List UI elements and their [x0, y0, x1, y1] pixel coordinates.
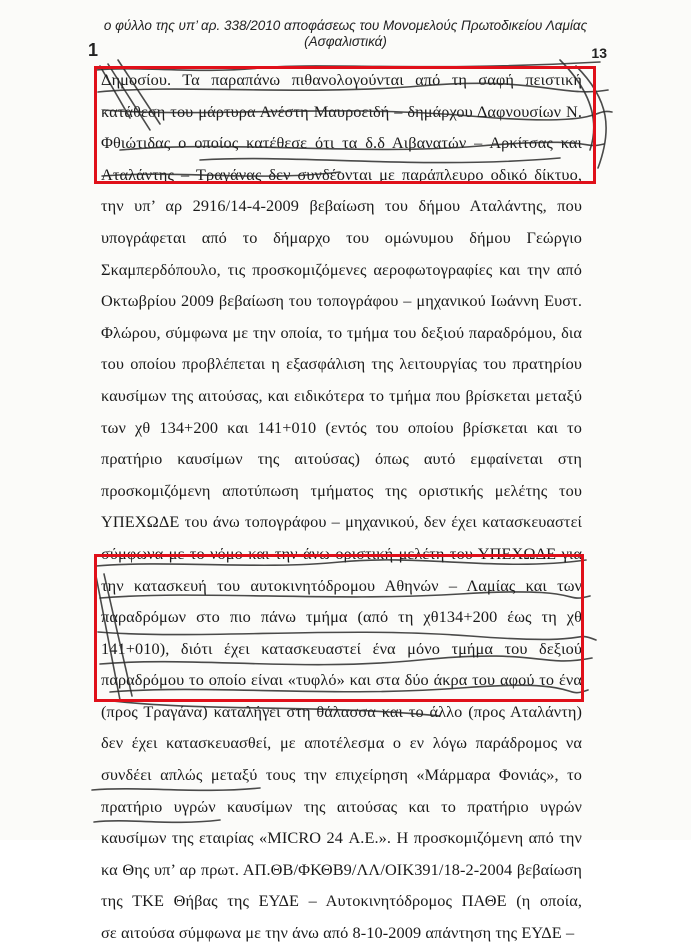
text-line: πρατήριο καυσίμων της αιτούσας) όπως αυτό εμφαίνεται στη [101, 449, 582, 469]
text-line: ΥΠΕΧΩΔΕ του άνω τοπογράφου – μηχανικού, δεν έχει κατασκευαστεί [101, 512, 582, 532]
text-line: Φθιώτιδας ο οποίος κατέθεσε ότι τα δ.δ Αιβανατών – Αρκίτσας και [101, 133, 582, 153]
text-line: 141+010), διότι έχει κατασκευαστεί ένα μόνο τμήμα του δεξιού [101, 638, 582, 658]
text-line: δεν έχει κατασκευασθεί, με αποτέλεσμα ο εν λόγω παράδρομος να [101, 733, 582, 753]
text-line: Φλώρου, σύμφωνα με την οποία, το τμήμα του δεξιού παραδρόμου, δια [101, 322, 582, 342]
header-title-line: ο φύλλο της υπ’ αρ. 338/2010 αποφάσεως του Μονομελούς Πρωτοδικείου Λαμίας [103, 18, 588, 33]
page-number: 13 [591, 45, 607, 61]
text-line: παραδρόμων στο πιο πάνω τμήμα (από τη χθ134+200 έως τη χθ [101, 607, 582, 627]
text-line: Δημοσίου. Τα παραπάνω πιθανολογούνται από τη σαφή πειστική [101, 70, 582, 89]
text-line: Οκτωβρίου 2009 βεβαίωση του τοπογράφου – μηχανικού Ιωάννη Ευστ. [101, 291, 582, 311]
text-line: υπογράφεται από το δήμαρχο του ομώνυμου δήμου Γεώργιο [101, 227, 582, 247]
text-line: Αταλάντης – Τραγάνας δεν συνδέονται με παράπλευρο οδικό δίκτυο, [101, 164, 582, 184]
text-line: προσκομιζόμενη αποτύπωση τμήματος της οριστικής μελέτης του [101, 480, 582, 500]
text-line: πρατήριο υγρών καυσίμων της αιτούσας και το πρατήριο υγρών [101, 796, 582, 816]
text-line: (προς Τραγάνα) καταλήγει στη θάλασσα και το άλλο (προς Αταλάντη) [101, 701, 582, 721]
text-line: Σκαμπερδόπουλο, τις προσκομιζόμενες αεροφωτογραφίες και την από [101, 259, 582, 279]
text-line: παραδρόμου το οποίο είναι «τυφλό» και στα δύο άκρα του αφού το ένα [101, 670, 582, 690]
text-line: την υπ’ αρ 2916/14-4-2009 βεβαίωση του δήμου Αταλάντης, που [101, 196, 582, 216]
text-line: κατάθεση του μάρτυρα Ανέστη Μαυροειδή – δημάρχου Δαφνουσίων Ν. [101, 101, 582, 121]
text-line: του οποίου προβλέπεται η εξασφάλιση της λειτουργίας του πρατηρίου [101, 354, 582, 374]
text-line: καυσίμων της εταιρίας «MICRO 24 Α.Ε.». Η προσκομιζόμενη από την [101, 828, 582, 848]
text-line: την κατασκευή του αυτοκινητόδρομου Αθηνών – Λαμίας και των [101, 575, 582, 595]
text-line: των χθ 134+200 και 141+010 (εντός του οποίου βρίσκεται και το [101, 417, 582, 437]
text-line: της ΤΚΕ Θήβας της ΕΥΔΕ – Αυτοκινητόδρομος ΠΑΘΕ (η οποία, [101, 891, 582, 911]
page-header [0, 18, 691, 61]
handwritten-page-mark: 1 [88, 40, 99, 60]
document-body [101, 64, 582, 949]
header-subtitle: (Ασφαλιστικά) [304, 34, 387, 49]
text-line: σε αιτούσα σύμφωνα με την άνω από 8-10-2009 απάντηση της ΕΥΔΕ – [101, 923, 575, 943]
text-line: καυσίμων της αιτούσας, και ειδικότερα το τμήμα που βρίσκεται μεταξύ [101, 385, 582, 405]
text-line: συνδέει απλώς μεταξύ τους την επιχείρηση «Μάρμαρα Φονιάς», το [101, 765, 582, 785]
text-line: κα Θης υπ’ αρ πρωτ. ΑΠ.ΘΒ/ΦΚΘΒ9/ΛΛ/ΟΙΚ391/18-2-2004 βεβαίωση [101, 859, 582, 879]
text-line: σύμφωνα με το νόμο και την άνω οριστική μελέτη του ΥΠΕΧΩΔΕ για [101, 543, 582, 563]
